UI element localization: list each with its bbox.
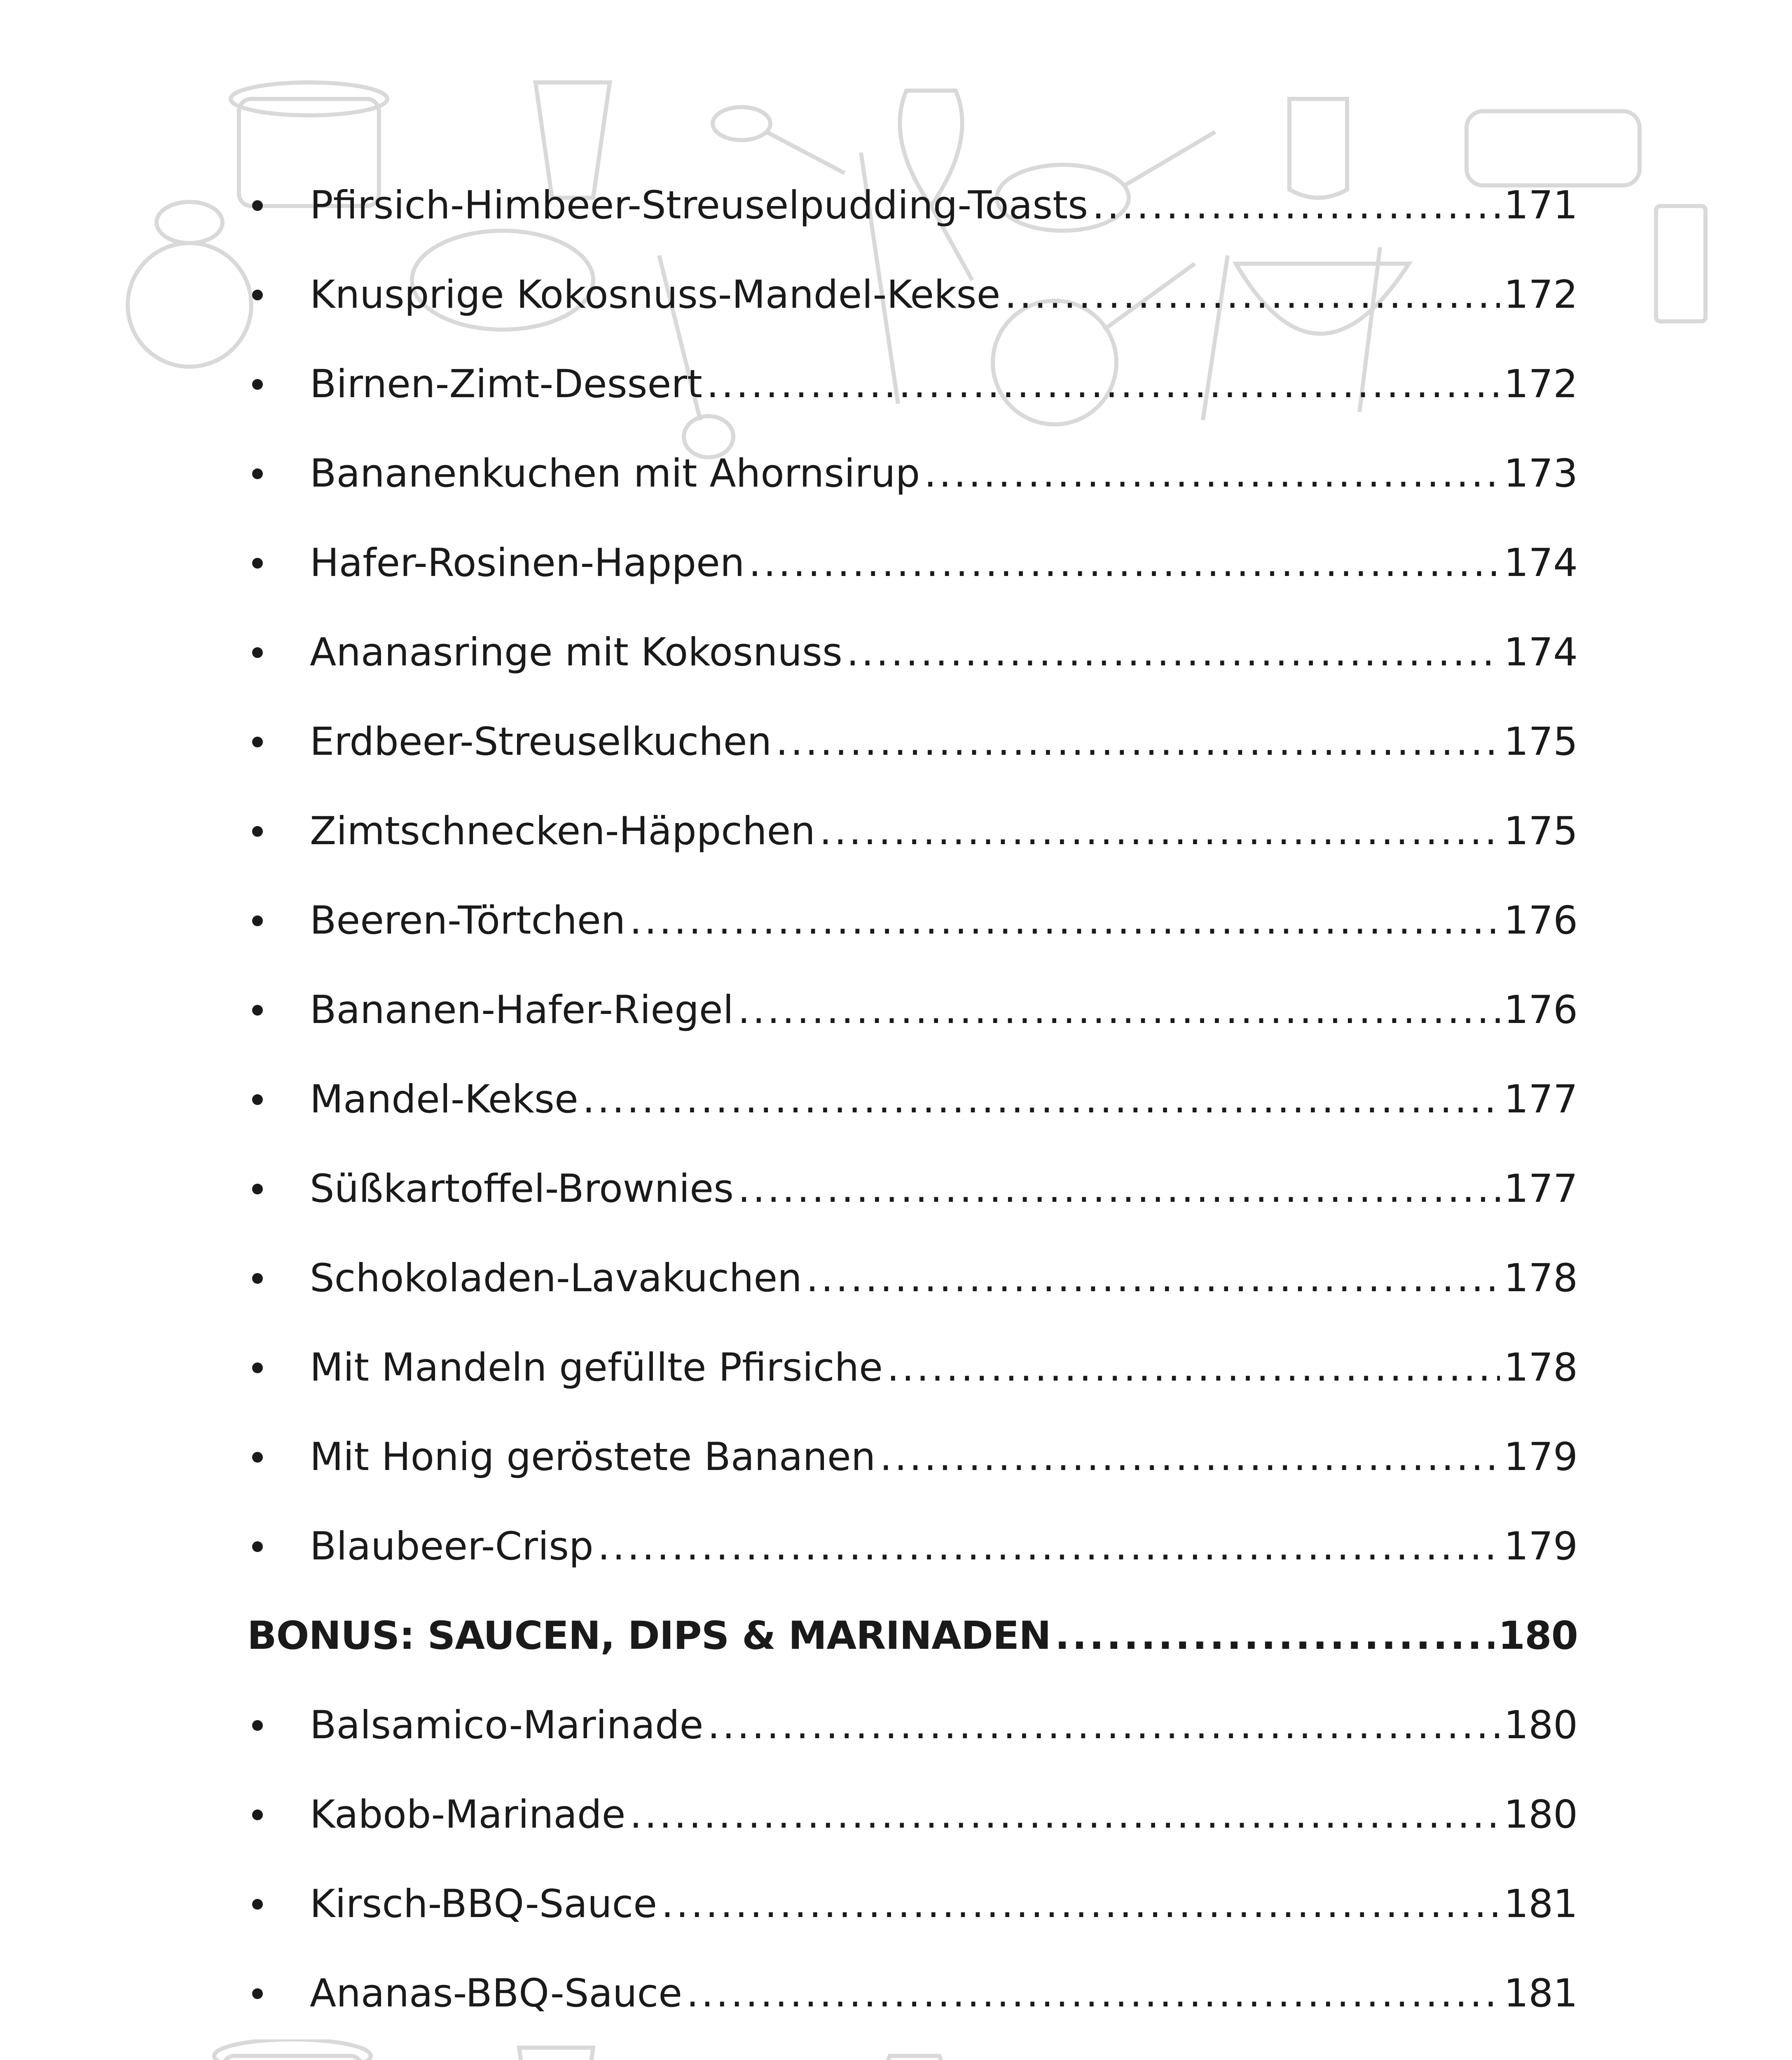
dot-leader: [776, 723, 1500, 761]
toc-entry-page-number: 178: [1504, 1255, 1578, 1301]
dot-leader: [630, 1795, 1500, 1834]
toc-entry-page-number: 179: [1504, 1434, 1578, 1479]
toc-entry-line: [310, 808, 1578, 854]
toc-entry-page-number: 181: [1504, 1881, 1578, 1927]
toc-entry-line: [310, 1166, 1578, 1211]
dot-leader: [847, 633, 1500, 672]
dot-leader: [629, 901, 1500, 940]
bullet-icon: [252, 1005, 263, 1016]
toc-entry-page-number: 181: [1504, 1971, 1578, 2016]
dot-leader: [598, 1527, 1500, 1566]
toc-entry-line: [310, 1702, 1578, 1748]
toc-entry-page-number: 171: [1504, 183, 1578, 228]
bullet-icon: [252, 737, 263, 747]
toc-entry[interactable]: [247, 787, 1578, 876]
toc-entry-page-number: 173: [1504, 451, 1578, 496]
toc-entry-page-number: 172: [1504, 272, 1578, 317]
toc-entry-line: [310, 1255, 1578, 1301]
toc-entry-page-number: 180: [1498, 1613, 1578, 1658]
dot-leader: [887, 1348, 1500, 1387]
toc-entry-title: Blaubeer-Crisp: [310, 1524, 594, 1569]
toc-entry-line: [310, 987, 1578, 1032]
bullet-icon: [252, 826, 263, 837]
dot-leader: [707, 1706, 1500, 1745]
toc-entry-line: [310, 1345, 1578, 1390]
toc-entry[interactable]: [247, 876, 1578, 965]
dot-leader: [924, 454, 1500, 493]
toc-entry-page-number: 172: [1504, 361, 1578, 407]
dot-leader: [661, 1885, 1500, 1924]
toc-entry-title: BONUS: SAUCEN, DIPS & MARINADEN: [247, 1613, 1051, 1658]
toc-entry-title: Erdbeer-Streuselkuchen: [310, 719, 772, 764]
dot-leader: [583, 1080, 1500, 1119]
toc-entry-title: Hafer-Rosinen-Happen: [310, 540, 745, 585]
dot-leader: [738, 991, 1500, 1030]
toc-entry-title: Bananenkuchen mit Ahornsirup: [310, 451, 920, 496]
toc-entry[interactable]: [247, 518, 1578, 608]
toc-entry-line: [310, 1881, 1578, 1927]
toc-entry-page-number: 180: [1504, 1702, 1578, 1748]
toc-entry[interactable]: [247, 1144, 1578, 1234]
toc-entry-page-number: 177: [1504, 1166, 1578, 1211]
toc-entry-page-number: 176: [1504, 987, 1578, 1032]
toc-entry[interactable]: [247, 1681, 1578, 1770]
bullet-icon: [252, 915, 263, 926]
toc-entry-line: [310, 1792, 1578, 1837]
bullet-icon: [252, 1988, 263, 1999]
dot-leader: [686, 1974, 1500, 2013]
toc-entry-title: Knusprige Kokosnuss-Mandel-Kekse: [310, 272, 1001, 317]
toc-entry-title: Süßkartoffel-Brownies: [310, 1166, 734, 1211]
toc-section-heading[interactable]: [247, 1591, 1578, 1681]
toc-entry[interactable]: [247, 608, 1578, 697]
toc-entry-title: Bananen-Hafer-Riegel: [310, 987, 734, 1032]
toc-entry-page-number: 178: [1504, 1345, 1578, 1390]
toc-entry-line: [310, 898, 1578, 943]
toc-entry-line: [310, 1077, 1578, 1122]
bullet-icon: [252, 1362, 263, 1373]
toc-entry[interactable]: [247, 1323, 1578, 1412]
bullet-icon: [252, 1720, 263, 1731]
dot-leader: [819, 812, 1500, 851]
bullet-icon: [252, 1094, 263, 1105]
toc-entry-page-number: 175: [1504, 808, 1578, 854]
toc-entry[interactable]: [247, 1502, 1578, 1591]
toc-entry-title: Pfirsich-Himbeer-Streuselpudding-Toasts: [310, 183, 1088, 228]
toc-entry-page-number: 176: [1504, 898, 1578, 943]
toc-entry-line: [310, 1434, 1578, 1479]
bullet-icon: [252, 558, 263, 569]
toc-entry[interactable]: [247, 429, 1578, 518]
toc-entry[interactable]: [247, 697, 1578, 787]
toc-entry-title: Birnen-Zimt-Dessert: [310, 361, 702, 407]
dot-leader: [1005, 276, 1500, 314]
toc-entry-line: [310, 630, 1578, 675]
dot-leader: [1055, 1617, 1494, 1655]
dot-leader: [738, 1170, 1500, 1208]
bullet-icon: [252, 379, 263, 390]
toc-entry-title: Zimtschnecken-Häppchen: [310, 808, 815, 854]
bullet-icon: [252, 1810, 263, 1820]
toc-entry-page-number: 179: [1504, 1524, 1578, 1569]
toc-entry-title: Schokoladen-Lavakuchen: [310, 1255, 802, 1301]
toc-entry-title: Mit Honig geröstete Bananen: [310, 1434, 876, 1479]
toc-entry-page-number: 174: [1504, 540, 1578, 585]
toc-entry-line: [310, 272, 1578, 317]
bullet-icon: [252, 468, 263, 479]
toc-entry-title: Beeren-Törtchen: [310, 898, 626, 943]
toc-entry[interactable]: [247, 339, 1578, 429]
toc-entry-page-number: 177: [1504, 1077, 1578, 1122]
bullet-icon: [252, 1273, 263, 1284]
toc-entry-title: Ananas-BBQ-Sauce: [310, 1971, 683, 2016]
toc-entry-line: [310, 1524, 1578, 1569]
bullet-icon: [252, 200, 263, 211]
bullet-icon: [252, 1899, 263, 1910]
toc-entry[interactable]: [247, 1770, 1578, 1859]
bullet-icon: [252, 647, 263, 658]
dot-leader: [880, 1438, 1500, 1477]
toc-entry[interactable]: [247, 1234, 1578, 1323]
toc-entry-line: [310, 451, 1578, 496]
table-of-contents: [247, 161, 1578, 2060]
toc-entry[interactable]: [247, 1949, 1578, 2038]
toc-entry-page-number: 175: [1504, 719, 1578, 764]
toc-entry-line: [310, 1971, 1578, 2016]
bullet-icon: [252, 1541, 263, 1552]
toc-entry-title: Balsamico-Marinade: [310, 1702, 704, 1748]
toc-entry[interactable]: [247, 2038, 1578, 2060]
toc-entry[interactable]: [247, 1412, 1578, 1502]
toc-entry-title: Kabob-Marinade: [310, 1792, 626, 1837]
toc-entry[interactable]: [247, 161, 1578, 250]
toc-entry-title: Kirsch-BBQ-Sauce: [310, 1881, 657, 1927]
toc-entry[interactable]: [247, 965, 1578, 1055]
toc-entry-line: [310, 183, 1578, 228]
toc-entry-line: [247, 1613, 1578, 1658]
toc-entry-page-number: 180: [1504, 1792, 1578, 1837]
toc-entry-line: [310, 361, 1578, 407]
toc-entry-line: [310, 719, 1578, 764]
bullet-icon: [252, 1452, 263, 1463]
dot-leader: [806, 1259, 1500, 1298]
toc-entry-page-number: 174: [1504, 630, 1578, 675]
bullet-icon: [252, 290, 263, 300]
toc-entry[interactable]: [247, 250, 1578, 339]
dot-leader: [707, 365, 1500, 404]
toc-entry-line: [310, 540, 1578, 585]
toc-entry-title: Mit Mandeln gefüllte Pfirsiche: [310, 1345, 883, 1390]
bullet-icon: [252, 1184, 263, 1194]
toc-entry[interactable]: [247, 1859, 1578, 1949]
dot-leader: [749, 544, 1500, 583]
toc-entry-title: Mandel-Kekse: [310, 1077, 578, 1122]
toc-entry-title: Ananasringe mit Kokosnuss: [310, 630, 842, 675]
dot-leader: [1092, 186, 1500, 225]
toc-entry[interactable]: [247, 1055, 1578, 1144]
